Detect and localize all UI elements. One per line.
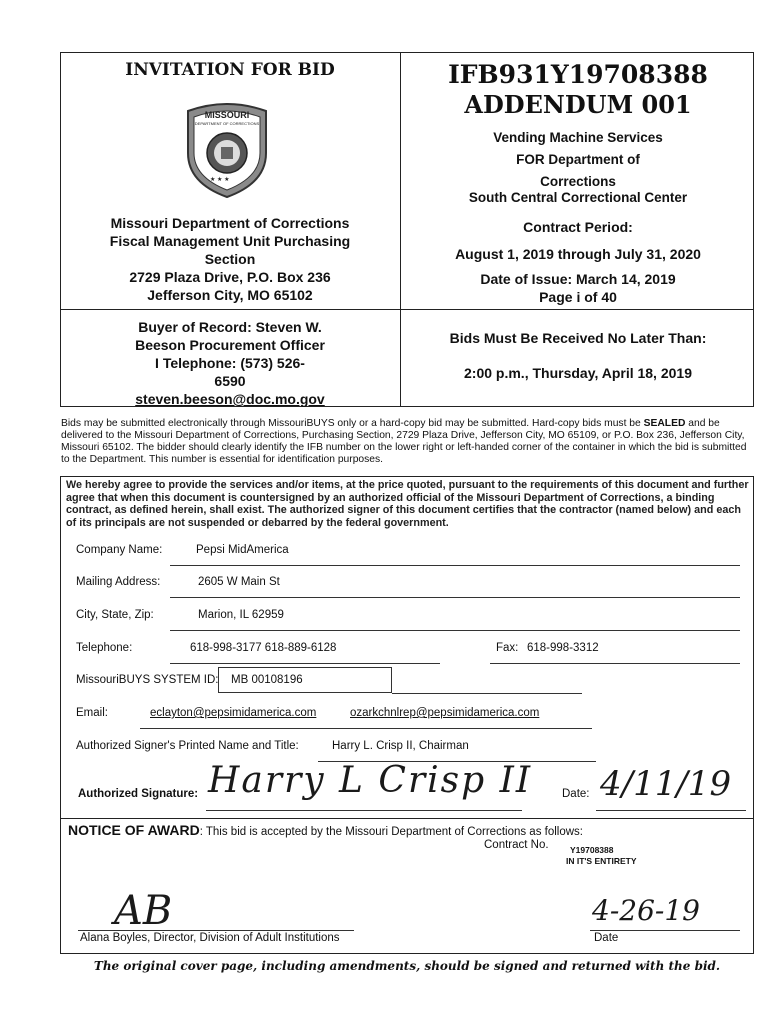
agency-line: 2729 Plaza Drive, P.O. Box 236 (129, 269, 331, 285)
signature-label: Authorized Signature: (78, 788, 199, 800)
notice-of-award (68, 822, 583, 838)
sealed-emphasis: SEALED (643, 418, 686, 429)
signer-label: Authorized Signer's Printed Name and Title: (76, 740, 299, 752)
award-text: : This bid is accepted by the Missouri Department of Corrections as follows: (199, 826, 583, 838)
city-label: City, State, Zip: (76, 609, 154, 621)
official-name: Alana Boyles, Director, Division of Adult Institutions (80, 932, 340, 944)
system-id-value: MB 00108196 (231, 674, 303, 686)
agency-address (62, 214, 398, 304)
deadline-time: 2:00 p.m., Thursday, April 18, 2019 (464, 365, 692, 381)
fax-value[interactable]: 618-998-3312 (527, 642, 599, 654)
system-id-label: MissouriBUYS SYSTEM ID: (76, 674, 219, 686)
buyer-line: Beeson Procurement Officer (135, 337, 325, 353)
bidder-signature[interactable]: Harry L Crisp II (208, 760, 533, 801)
buyer-email-link[interactable]: steven.beeson@doc.mo.gov (135, 391, 325, 407)
official-underline (78, 930, 354, 931)
submission-instructions (61, 418, 753, 466)
contract-label: Contract No. (484, 839, 549, 851)
contract-entirety: IN IT'S ENTIRETY (566, 856, 637, 866)
award-date: 4-26-19 (592, 894, 700, 927)
signature-underline (206, 810, 522, 811)
service-line: FOR Department of (516, 152, 640, 167)
fax-underline (490, 663, 740, 664)
mailing-underline (170, 597, 740, 598)
date-of-issue: Date of Issue: March 14, 2019 (480, 271, 676, 287)
email-underline (140, 728, 592, 729)
invitation-title: INVITATION FOR BID (125, 60, 335, 80)
fax-label: Fax: (496, 642, 519, 654)
buyer-line: 6590 (214, 373, 246, 389)
award-title: NOTICE OF AWARD (68, 822, 200, 838)
city-underline (170, 630, 740, 631)
phone-value[interactable]: 618-998-3177 618-889-6128 (190, 642, 337, 654)
agency-line: Fiscal Management Unit Purchasing (109, 233, 351, 249)
page-number: Page i of 40 (539, 289, 617, 305)
addendum-title: ADDENDUM 001 (464, 90, 692, 119)
date-label: Date: (562, 788, 590, 800)
service-line: South Central Correctional Center (468, 190, 688, 205)
ifb-number: IFB931Y19708388 (448, 60, 708, 89)
contract-period-label: Contract Period: (523, 219, 633, 235)
company-underline (170, 565, 740, 566)
buyer-line: Buyer of Record: Steven W. (138, 319, 322, 335)
service-line: Corrections (540, 174, 616, 189)
email-value-2[interactable]: ozarkchnlrep@pepsimidamerica.com (350, 707, 540, 719)
award-divider (60, 818, 754, 819)
email-value-1[interactable]: eclayton@pepsimidamerica.com (150, 707, 317, 719)
buyer-line: I Telephone: (573) 526- (155, 355, 305, 371)
company-label: Company Name: (76, 544, 163, 556)
deadline-label: Bids Must Be Received No Later Than: (449, 330, 707, 346)
email-label: Email: (76, 707, 108, 719)
service-description (402, 130, 754, 206)
instructions-text: Bids may be submitted electronically through MissouriBUYS only or a hard-copy bid may be submitted. Hard-copy bids must be (61, 418, 644, 429)
agency-line: Jefferson City, MO 65102 (147, 287, 313, 303)
service-line: Vending Machine Services (493, 130, 663, 145)
system-id-underline (392, 693, 582, 694)
buyer-of-record (62, 318, 398, 408)
official-signature: AB (114, 888, 173, 934)
signer-value[interactable]: Harry L. Crisp II, Chairman (332, 740, 469, 752)
seal-subtext: DEPARTMENT OF CORRECTIONS (194, 121, 260, 126)
mailing-value[interactable]: 2605 W Main St (198, 576, 280, 588)
award-date-underline (590, 930, 740, 931)
date-underline (596, 810, 746, 811)
instructions-text: and be delivered to the Missouri Department of Corrections, Purchasing Section, 2729 Plaza Drive, Jefferson City, MO 65109, or P.O. Box 236, Jefferson City, Missouri 65102. The bidder should clearly identify the IFB number on the lower right or left-handed corner of the container in which the bid is submitted to the Department. This number is essential for identification purposes. (61, 418, 747, 465)
contract-period: August 1, 2019 through July 31, 2020 (455, 246, 701, 262)
award-date-label: Date (594, 932, 619, 944)
company-value[interactable]: Pepsi MidAmerica (196, 544, 289, 556)
svg-text:★ ★ ★: ★ ★ ★ (210, 177, 230, 183)
agreement-text: We hereby agree to provide the services and/or items, at the price quoted, pursuant to the requirements of this document and further agree that when this document is countersigned by an authorized official of the Missouri Department of Corrections, a binding contract, as defined herein, shall exist. The authorized signer of this document certifies that the contractor (named below) and each of its principals are not suspended or debarred by the federal government. (66, 479, 749, 529)
phone-label: Telephone: (76, 642, 133, 654)
contract-number: Y19708388 (570, 845, 614, 855)
signed-date[interactable]: 4/11/19 (600, 764, 732, 804)
city-value[interactable]: Marion, IL 62959 (198, 609, 284, 621)
system-id-field[interactable] (218, 667, 392, 693)
seal-text: MISSOURI (204, 110, 250, 120)
mailing-label: Mailing Address: (76, 576, 161, 588)
agency-line: Missouri Department of Corrections (110, 215, 350, 231)
footer-note: The original cover page, including amendments, should be signed and returned with the bid. (93, 959, 721, 973)
phone-underline (170, 663, 440, 664)
agency-line: Section (204, 251, 256, 267)
